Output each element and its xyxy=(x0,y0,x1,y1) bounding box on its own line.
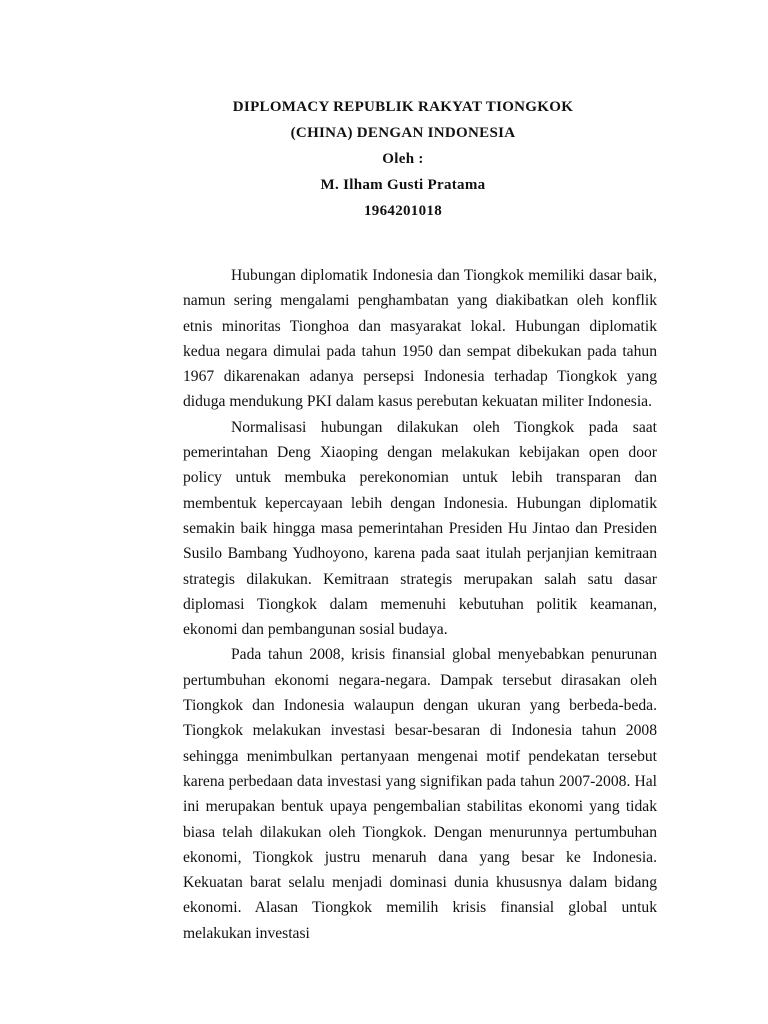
paragraph-1: Hubungan diplomatik Indonesia dan Tiongkok memiliki dasar baik, namun sering mengalami penghambatan yang diakibatkan oleh konflik etnis minoritas Tionghoa dan masyarakat lokal. Hubungan diplomatik kedua negara dimulai pada tahun 1950 dan sempat dibekukan pada tahun 1967 dikarenakan adanya persepsi Indonesia terhadap Tiongkok yang diduga mendukung PKI dalam kasus perebutan kekuatan militer Indonesia. xyxy=(183,267,657,411)
document-body xyxy=(183,263,657,946)
title-line-1: DIPLOMACY REPUBLIK RAKYAT TIONGKOK xyxy=(232,99,574,115)
student-id: 1964201018 xyxy=(364,203,442,219)
author-name: M. Ilham Gusti Pratama xyxy=(320,177,486,193)
document-header xyxy=(150,100,656,230)
paragraph-3: Pada tahun 2008, krisis finansial global menyebabkan penurunan pertumbuhan ekonomi negara-negara. Dampak tersebut dirasakan oleh Tiongkok dan Indonesia walaupun dengan ukuran yang berbeda-beda. Tiongkok melakukan investasi besar-besaran di Indonesia tahun 2008 sehingga menimbulkan pertanyaan mengenai motif pendekatan tersebut karena perbedaan data investasi yang signifikan pada tahun 2007-2008. Hal ini merupakan bentuk upaya pengembalian stabilitas ekonomi yang tidak biasa telah dilakukan oleh Tiongkok. Dengan menurunnya pertumbuhan ekonomi, Tiongkok justru menaruh dana yang besar ke Indonesia. Kekuatan barat selalu menjadi dominasi dunia khususnya dalam bidang ekonomi. Alasan Tiongkok memilih krisis finansial global untuk melakukan investasi xyxy=(183,646,657,942)
title-line-2: (CHINA) DENGAN INDONESIA xyxy=(290,125,516,141)
paragraph-2: Normalisasi hubungan dilakukan oleh Tiongkok pada saat pemerintahan Deng Xiaoping dengan melakukan kebijakan open door policy untuk membuka perekonomian untuk lebih transparan dan membentuk kepercayaan lebih dengan Indonesia. Hubungan diplomatik semakin baik hingga masa pemerintahan Presiden Hu Jintao dan Presiden Susilo Bambang Yudhoyono, karena pada saat itulah perjanjian kemitraan strategis dilakukan. Kemitraan strategis merupakan salah satu dasar diplomasi Tiongkok dalam memenuhi kebutuhan politik keamanan, ekonomi dan pembangunan sosial budaya. xyxy=(183,418,657,639)
by-label: Oleh : xyxy=(382,151,424,167)
